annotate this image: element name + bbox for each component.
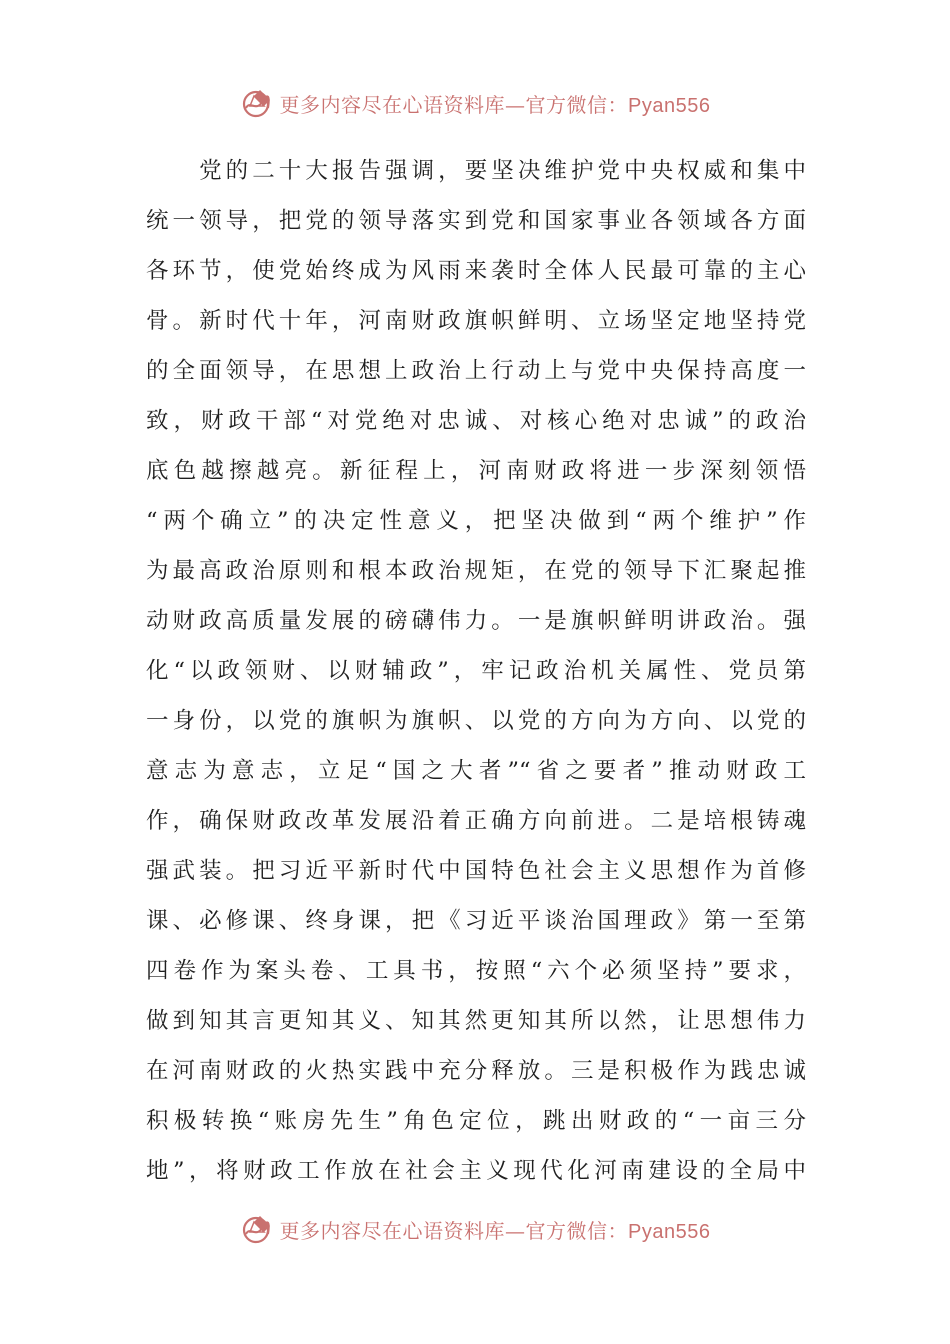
banner-site-text: 更多内容尽在心语资料库 bbox=[279, 1218, 506, 1243]
banner-wechat-id: Pyan556 bbox=[628, 1220, 711, 1243]
text-line: “两个确立”的决定性意义，把坚决做到“两个维护”作 bbox=[146, 508, 806, 534]
text-line: 统一领导，把党的领导落实到党和国家事业各领域各方面 bbox=[146, 208, 806, 234]
text-line: 一身份，以党的旗帜为旗帜、以党的方向为方向、以党的 bbox=[146, 708, 806, 734]
text-line: 动财政高质量发展的磅礴伟力。一是旗帜鲜明讲政治。强 bbox=[146, 608, 806, 634]
text-line: 骨。新时代十年，河南财政旗帜鲜明、立场坚定地坚持党 bbox=[146, 308, 806, 334]
text-line: 积极转换“账房先生”角色定位，跳出财政的“一亩三分 bbox=[146, 1108, 806, 1134]
text-line: 课、必修课、终身课，把《习近平谈治国理政》第一至第 bbox=[146, 908, 806, 934]
text-line: 的全面领导，在思想上政治上行动上与党中央保持高度一 bbox=[146, 358, 806, 384]
banner-dash: — bbox=[505, 1218, 526, 1243]
text-line: 四卷作为案头卷、工具书，按照“六个必须坚持”要求， bbox=[146, 958, 806, 984]
text-line: 为最高政治原则和根本政治规矩，在党的领导下汇聚起推 bbox=[146, 558, 806, 584]
banner-wechat-label: 官方微信： bbox=[525, 92, 629, 117]
text-line: 致，财政干部“对党绝对忠诚、对核心绝对忠诚”的政治 bbox=[146, 408, 806, 434]
text-line: 底色越擦越亮。新征程上，河南财政将进一步深刻领悟 bbox=[146, 458, 806, 484]
text-line: 意志为意志，立足“国之大者”“省之要者”推动财政工 bbox=[146, 758, 806, 784]
text-line: 强武装。把习近平新时代中国特色社会主义思想作为首修 bbox=[146, 858, 806, 884]
banner-text bbox=[280, 1215, 711, 1244]
body-paragraph bbox=[146, 146, 806, 1196]
text-line: 党的二十大报告强调，要坚决维护党中央权威和集中 bbox=[146, 158, 806, 184]
text-line: 各环节，使党始终成为风雨来袭时全体人民最可靠的主心 bbox=[146, 258, 806, 284]
text-line: 作，确保财政改革发展沿着正确方向前进。二是培根铸魂 bbox=[146, 808, 806, 834]
text-line: 地”，将财政工作放在社会主义现代化河南建设的全局中 bbox=[146, 1158, 806, 1184]
pen-signature-logo-icon bbox=[240, 1212, 274, 1246]
banner-wechat-id: Pyan556 bbox=[628, 94, 711, 117]
text-line: 化“以政领财、以财辅政”，牢记政治机关属性、党员第 bbox=[146, 658, 806, 684]
footer-watermark-banner bbox=[0, 1209, 950, 1249]
banner-text bbox=[280, 89, 711, 118]
pen-signature-logo-icon bbox=[240, 86, 274, 120]
text-line: 做到知其言更知其义、知其然更知其所以然，让思想伟力 bbox=[146, 1008, 806, 1034]
banner-wechat-label: 官方微信： bbox=[525, 1218, 629, 1243]
banner-site-text: 更多内容尽在心语资料库 bbox=[279, 92, 506, 117]
banner-dash: — bbox=[505, 92, 526, 117]
text-line: 在河南财政的火热实践中充分释放。三是积极作为践忠诚 bbox=[146, 1058, 806, 1084]
header-watermark-banner bbox=[0, 83, 950, 123]
